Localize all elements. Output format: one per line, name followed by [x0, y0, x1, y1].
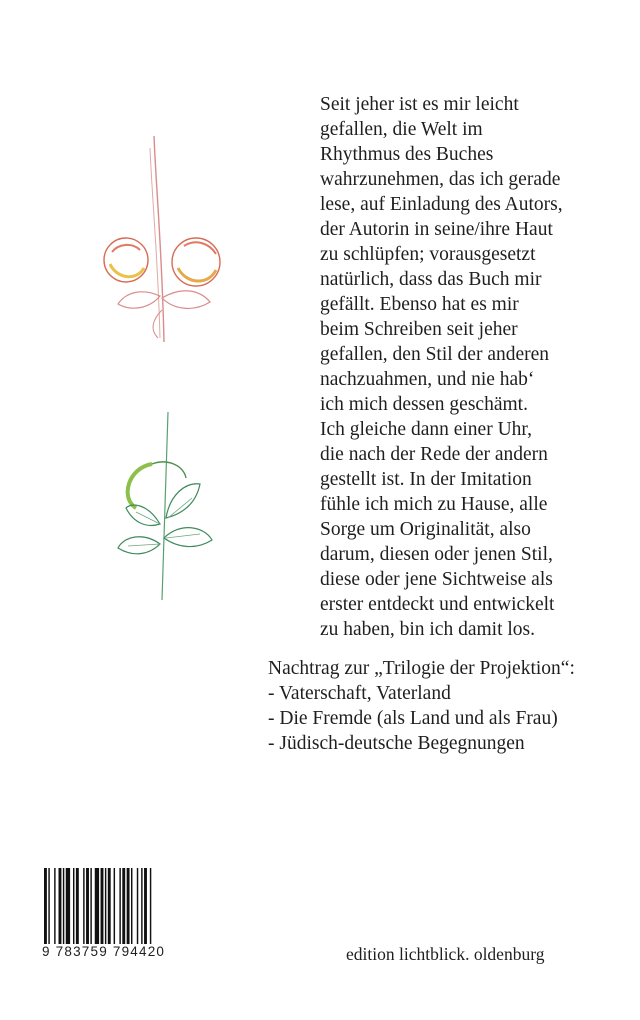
quote-line: nachzuahmen, und nie hab‘	[320, 369, 535, 390]
quote-line: gefällt. Ebenso hat es mir	[320, 294, 519, 315]
trilogy-item: - Jüdisch-deutsche Begegnungen	[268, 733, 525, 754]
trilogy-item: - Die Fremde (als Land und als Frau)	[268, 708, 558, 729]
quote-line: die nach der Rede der andern	[320, 444, 548, 465]
quote-line: Sorge um Originalität, also	[320, 519, 531, 540]
quote-line: natürlich, dass das Buch mir	[320, 269, 542, 290]
quote-line: lese, auf Einladung des Autors,	[320, 194, 563, 215]
isbn-number: 9 783759 794420	[42, 944, 166, 959]
quote-line: Ich gleiche dann einer Uhr,	[320, 419, 532, 440]
quote-line: ich mich dessen geschämt.	[320, 394, 528, 415]
publisher-imprint: edition lichtblick. oldenburg	[346, 944, 545, 964]
quote-line: zu schlüpfen; vorausgesetzt	[320, 244, 536, 265]
leaf-plant-drawing	[108, 408, 228, 604]
trilogy-note	[268, 656, 628, 756]
quote-line: zu haben, bin ich damit los.	[320, 619, 535, 640]
cover-quote	[320, 92, 620, 642]
berry-flower-drawing	[92, 128, 232, 348]
barcode-bars	[40, 868, 190, 944]
quote-line: der Autorin in seine/ihre Haut	[320, 219, 553, 240]
quote-line: Seit jeher ist es mir leicht	[320, 94, 519, 115]
quote-line: Rhythmus des Buches	[320, 144, 494, 165]
quote-line: darum, diesen oder jenen Stil,	[320, 544, 553, 565]
quote-line: diese oder jene Sichtweise als	[320, 569, 553, 590]
quote-line: fühle ich mich zu Hause, alle	[320, 494, 548, 515]
quote-line: gefallen, den Stil der anderen	[320, 344, 550, 365]
quote-line: erster entdeckt und entwickelt	[320, 594, 555, 615]
quote-line: beim Schreiben seit jeher	[320, 319, 518, 340]
quote-line: gefallen, die Welt im	[320, 119, 483, 140]
trilogy-item: - Vaterschaft, Vaterland	[268, 683, 451, 704]
quote-line: gestellt ist. In der Imitation	[320, 469, 532, 490]
quote-line: wahrzunehmen, das ich gerade	[320, 169, 561, 190]
trilogy-heading: Nachtrag zur „Trilogie der Projektion“:	[268, 658, 575, 679]
